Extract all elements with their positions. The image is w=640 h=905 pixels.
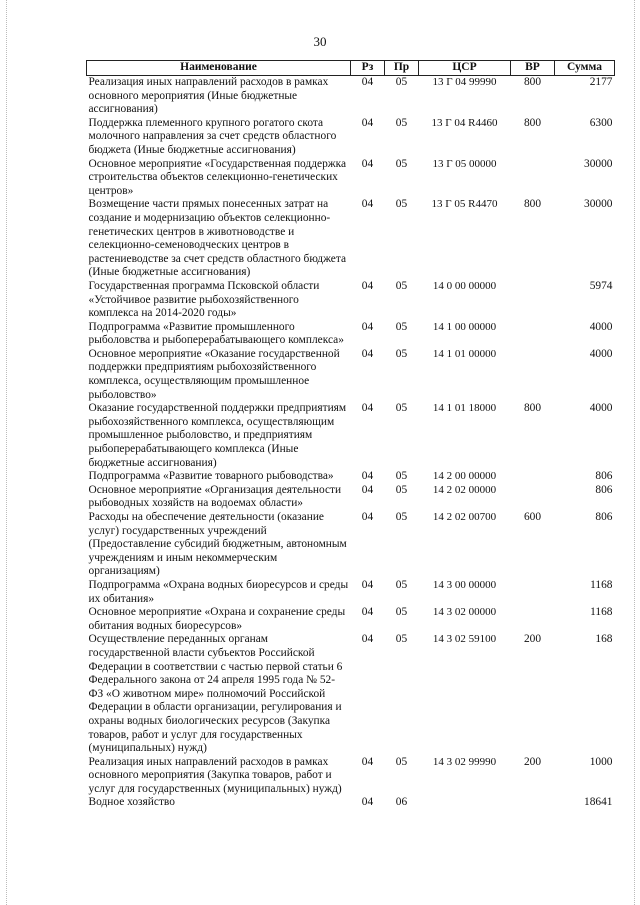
cell-vr [511, 348, 555, 402]
cell-name: Основное мероприятие «Государственная поддержка строительства объектов селекционно-генетических центров» [88, 157, 347, 197]
cell-rz: 04 [361, 606, 374, 619]
cell-csr: 14 2 02 00700 [432, 511, 497, 523]
cell-pr: 05 [395, 116, 408, 129]
header-sum: Сумма [555, 61, 615, 76]
table-row [87, 402, 615, 470]
cell-rz: 04 [361, 198, 374, 211]
cell-pr: 05 [395, 578, 408, 591]
table-row [87, 633, 615, 755]
cell-vr [511, 470, 555, 484]
cell-sum: 4000 [589, 347, 613, 360]
cell-name: Оказание государственной поддержки предприятиям рыбохозяйственного комплекса, осуществляющим промышленное рыболовство, и предприятиям рыбоперерабатывающего комплекса (Иные бюджетные ассигнования) [88, 402, 347, 469]
cell-pr: 05 [395, 511, 408, 523]
cell-sum: 806 [595, 511, 613, 523]
header-vr: ВР [511, 61, 555, 76]
cell-rz: 04 [361, 76, 374, 88]
cell-rz: 04 [361, 347, 374, 360]
cell-sum: 6300 [589, 116, 613, 129]
cell-vr: 200 [523, 633, 542, 646]
cell-sum: 4000 [589, 402, 613, 415]
cell-name: Основное мероприятие «Организация деятельности рыбоводных хозяйств на водоемах области» [88, 483, 342, 510]
cell-csr: 14 1 01 00000 [432, 347, 497, 360]
cell-vr: 800 [523, 402, 542, 415]
cell-name: Подпрограмма «Охрана водных биоресурсов и среды их обитания» [88, 578, 349, 605]
cell-rz: 04 [361, 633, 374, 646]
budget-table [86, 60, 615, 810]
cell-name: Подпрограмма «Развитие промышленного рыболовства и рыбоперерабатывающего комплекса» [88, 320, 344, 347]
cell-sum: 5974 [589, 279, 613, 292]
cell-name: Основное мероприятие «Оказание государственной поддержки предприятиям рыбохозяйственного комплекса, осуществляющим промышленное рыболовство» [88, 347, 340, 401]
cell-pr: 05 [395, 198, 408, 211]
cell-name: Поддержка племенного крупного рогатого скота молочного направления за счет средств областного бюджета (Иные бюджетные ассигнования) [88, 116, 337, 156]
cell-sum: 30000 [584, 157, 613, 170]
cell-pr: 05 [395, 347, 408, 360]
cell-pr: 05 [395, 157, 408, 170]
cell-name: Подпрограмма «Развитие товарного рыбоводства» [88, 470, 334, 483]
cell-csr: 14 3 00 00000 [432, 578, 497, 591]
cell-vr [511, 158, 555, 199]
cell-pr: 05 [395, 606, 408, 619]
cell-csr: 14 1 00 00000 [432, 320, 497, 333]
cell-csr [419, 796, 511, 810]
header-rz: Рз [351, 61, 385, 76]
cell-name: Государственная программа Псковской области «Устойчивое развитие рыбохозяйственного комплекса на 2014-2020 годы» [88, 279, 320, 320]
header-name: Наименование [87, 61, 351, 76]
cell-sum: 806 [595, 470, 613, 483]
cell-rz: 04 [361, 483, 374, 496]
cell-sum: 1168 [590, 606, 613, 619]
cell-rz: 04 [361, 157, 374, 170]
cell-csr: 14 3 02 59100 [432, 633, 497, 646]
cell-sum: 1168 [590, 578, 613, 591]
right-margin-line [634, 0, 635, 905]
cell-vr [511, 484, 555, 511]
cell-vr [511, 321, 555, 348]
cell-vr: 800 [523, 76, 542, 88]
cell-vr: 200 [523, 755, 542, 768]
cell-rz: 04 [361, 402, 374, 415]
cell-pr: 05 [395, 279, 408, 292]
cell-csr: 13 Г 04 99990 [432, 76, 497, 88]
cell-name: Основное мероприятие «Охрана и сохранение среды обитания водных биоресурсов» [88, 606, 346, 632]
cell-csr: 13 Г 04 R4460 [431, 116, 498, 129]
table-row [87, 321, 615, 348]
cell-csr: 13 Г 05 R4470 [431, 198, 498, 211]
cell-name: Расходы на обеспечение деятельности (оказание услуг) государственных учреждений (Предоставление субсидий бюджетным, автономным учреждениям и иным некоммерческим организациям) [88, 511, 347, 578]
cell-rz: 04 [361, 279, 374, 292]
cell-csr: 14 2 00 00000 [432, 470, 497, 483]
cell-rz: 04 [361, 796, 374, 809]
table-row [87, 511, 615, 579]
cell-name: Реализация иных направлений расходов в рамках основного мероприятия (Иные бюджетные ассигнования) [88, 76, 329, 116]
cell-name: Реализация иных направлений расходов в рамках основного мероприятия (Закупка товаров, работ и услуг для государственных (муниципальных) нужд) [88, 755, 342, 795]
cell-pr: 05 [395, 470, 408, 483]
cell-vr [511, 606, 555, 633]
cell-pr: 05 [395, 402, 408, 415]
cell-csr: 14 2 02 00000 [432, 483, 497, 496]
cell-csr: 14 0 00 00000 [432, 279, 497, 292]
table-header-row [87, 61, 615, 76]
cell-name: Возмещение части прямых понесенных затрат на создание и модернизацию объектов селекционно-генетических центров в животноводстве и селекционно-семеноводческих центров в растениеводстве за счет средств областного бюджета (Иные бюджетные ассигнования) [88, 198, 347, 279]
cell-sum: 168 [595, 633, 613, 646]
table-row [87, 484, 615, 511]
cell-sum: 4000 [589, 320, 613, 333]
cell-csr: 14 1 01 18000 [432, 402, 497, 415]
left-margin-line [6, 0, 7, 905]
cell-vr [511, 280, 555, 321]
cell-csr: 14 3 02 00000 [432, 606, 497, 619]
cell-pr: 05 [395, 76, 408, 88]
table-row [87, 579, 615, 606]
cell-pr: 05 [395, 483, 408, 496]
cell-sum: 1000 [589, 755, 613, 768]
cell-sum: 30000 [584, 198, 613, 211]
table-row [87, 117, 615, 158]
cell-pr: 05 [395, 320, 408, 333]
table-row [87, 348, 615, 402]
cell-csr: 14 3 02 99990 [432, 755, 497, 768]
page-number: 30 [313, 34, 327, 49]
cell-pr: 05 [395, 633, 408, 646]
table-row [87, 76, 615, 117]
table-body [87, 76, 615, 811]
table-row [87, 280, 615, 321]
cell-vr: 600 [523, 511, 542, 523]
cell-rz: 04 [361, 116, 374, 129]
cell-csr: 13 Г 05 00000 [432, 157, 497, 170]
cell-pr: 05 [395, 755, 408, 768]
cell-vr: 800 [523, 198, 542, 211]
cell-rz: 04 [361, 470, 374, 483]
table-row [87, 606, 615, 633]
header-csr: ЦСР [419, 61, 511, 76]
table-row [87, 198, 615, 280]
cell-vr: 800 [523, 116, 542, 129]
cell-name: Водное хозяйство [88, 796, 175, 809]
cell-pr: 06 [395, 796, 408, 809]
table-row [87, 796, 615, 810]
cell-sum: 806 [595, 483, 613, 496]
cell-vr [511, 579, 555, 606]
table-row [87, 158, 615, 199]
cell-rz: 04 [361, 511, 374, 523]
cell-sum: 2177 [589, 76, 613, 88]
cell-rz: 04 [361, 755, 374, 768]
cell-sum: 18641 [584, 796, 613, 809]
cell-vr [511, 796, 555, 810]
cell-rz: 04 [361, 320, 374, 333]
header-pr: Пр [385, 61, 419, 76]
table-row [87, 756, 615, 797]
cell-name: Осуществление переданных органам государственной власти субъектов Российской Федерации в соответствии с частью первой статьи 6 Федерального закона от 24 апреля 1995 года № 52-ФЗ «О животном мире» полномочий Российской Федерации в области организации, регулирования и охраны водных биологических ресурсов (Закупка товаров, работ и услуг для государственных (муниципальных) нужд) [88, 633, 343, 755]
cell-rz: 04 [361, 578, 374, 591]
table-row [87, 470, 615, 484]
